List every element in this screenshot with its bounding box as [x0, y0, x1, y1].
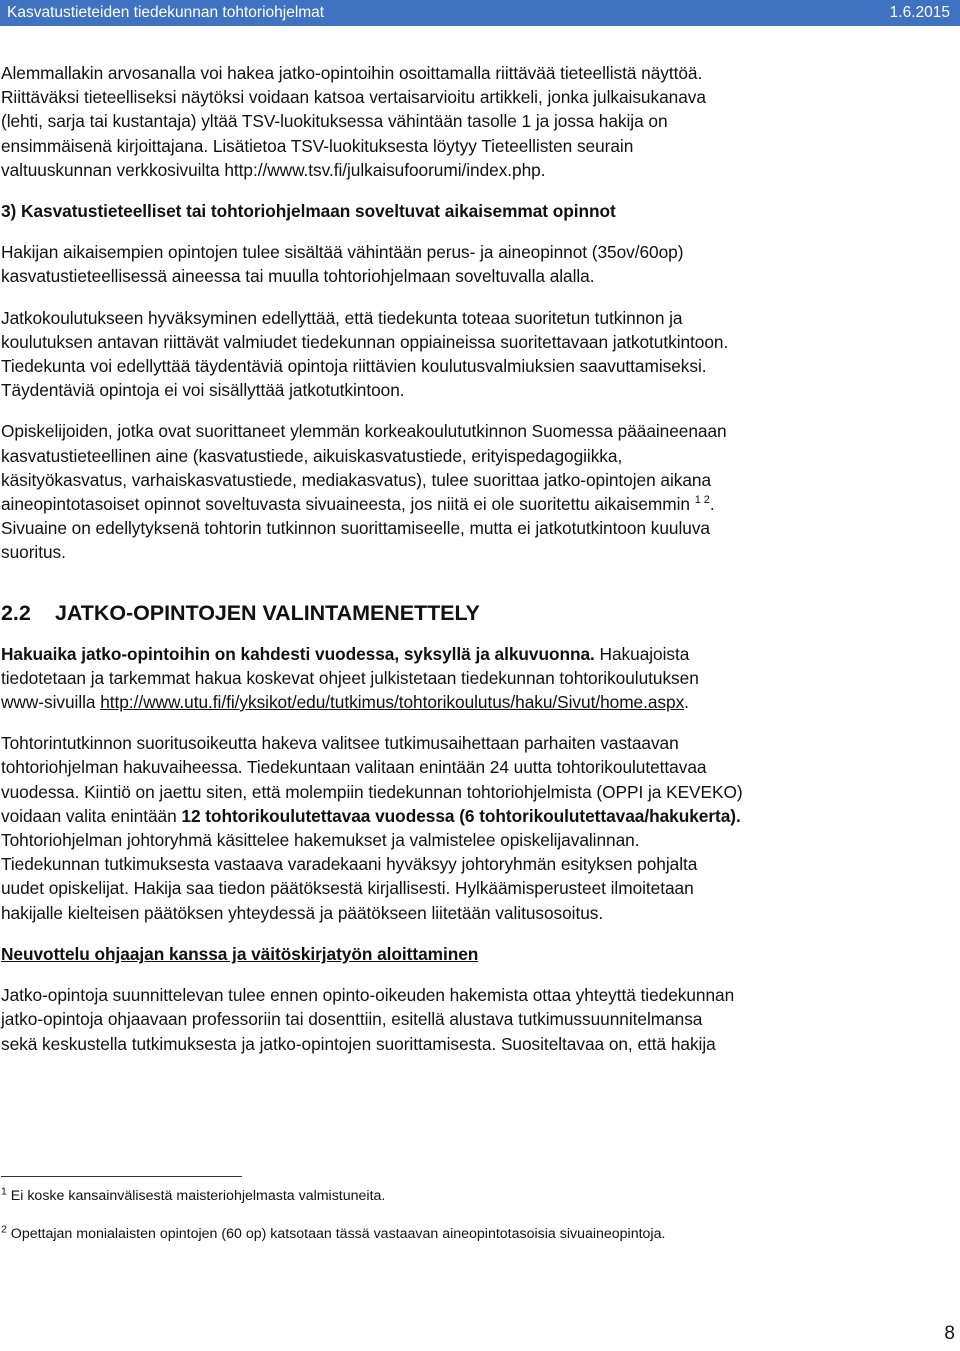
header-date: 1.6.2015	[889, 4, 950, 21]
text-line: jatko-opintoja ohjaavaan professoriin tai dosenttiin, esitellä alustava tutkimussuunnitelmansa	[1, 1009, 703, 1030]
text-line: uudet opiskelijat. Hakija saa tiedon päätöksestä kirjallisesti. Hylkäämisperusteet ilmoitetaan	[1, 878, 694, 899]
text-line: voidaan valita enintään	[1, 805, 182, 826]
text-line: kasvatustieteellinen aine (kasvatustiede, aikuiskasvatustiede, erityispedagogiikka,	[1, 445, 623, 466]
text-line: Hakijan aikaisempien opintojen tulee sisältää vähintään perus- ja aineopinnot (35ov/60op)	[1, 242, 684, 263]
text-line: kasvatustieteellisessä aineessa tai muulla tohtoriohjelmaan soveltuvalla alalla.	[1, 266, 595, 287]
text-line: Tohtoriohjelman johtoryhmä käsittelee hakemukset ja valmistelee opiskelijavalinnan.	[1, 830, 640, 851]
application-period-bold: Hakuaika jatko-opintoihin on kahdesti vuodessa, syksyllä ja alkuvuonna.	[1, 643, 595, 664]
text-line: käsityökasvatus, varhaiskasvatustiede, mediakasvatus), tulee suorittaa jatko-opintojen aikana	[1, 469, 712, 490]
footnote-reference: 1 2	[694, 494, 710, 507]
document-body	[1, 61, 959, 1056]
text-line: Hakuajoista	[594, 643, 690, 664]
text-line: Jatkokoulutukseen hyväksyminen edellyttää, että tiedekunta toteaa suoritetun tutkinnon ja	[1, 307, 683, 328]
subheading-supervisor: Neuvottelu ohjaajan kanssa ja väitöskirjatyön aloittaminen	[1, 943, 479, 964]
footnotes	[1, 1186, 959, 1244]
footnote-text: Opettajan monialaisten opintojen (60 op) katsotaan tässä vastaavan aineopintotasoisia sivuaineopintoja.	[6, 1226, 666, 1242]
text-line: .	[709, 494, 715, 515]
text-line: ensimmäisenä kirjoittajana. Lisätietoa TSV-luokituksesta löytyy Tieteellisten seurain	[1, 135, 634, 156]
paragraph-selection-process	[1, 731, 959, 925]
text-line: suoritus.	[1, 542, 66, 563]
section-title: JATKO-OPINTOJEN VALINTAMENETTELY	[55, 600, 480, 625]
paragraph-application-period	[1, 642, 959, 715]
paragraph-admission-requirements	[1, 306, 959, 403]
text-line: Täydentäviä opintoja ei voi sisällyttää jatkotutkintoon.	[1, 380, 405, 401]
text-line: Opiskelijoiden, jotka ovat suorittaneet ylemmän korkeakoulututkinnon Suomessa pääaineenaan	[1, 421, 727, 442]
text-line: hakijalle kielteisen päätöksen yhteydessä ja päätökseen liitetään valitusosoitus.	[1, 902, 604, 923]
text-line: vuodessa. Kiintiö on jaettu siten, että molempiin tiedekunnan tohtoriohjelmista (OPPI ja KEVEKO)	[1, 781, 743, 802]
footnote-2	[1, 1224, 959, 1244]
paragraph-research-evidence	[1, 61, 959, 182]
footnote-divider	[1, 1176, 242, 1177]
text-line: .	[684, 692, 689, 713]
text-line: aineopintotasoiset opinnot soveltuvasta sivuaineesta, jos niitä ei ole suoritettu aikaisemmin	[1, 494, 690, 515]
text-line: tiedotetaan ja tarkemmat hakua koskevat ohjeet julkistetaan tiedekunnan tohtorikoulutuksen	[1, 667, 699, 688]
footnote-mark: 1	[1, 1185, 7, 1198]
paragraph-minor-subject	[1, 419, 959, 564]
header-title: Kasvatustieteiden tiedekunnan tohtoriohjelmat	[7, 4, 325, 21]
text-line: Tiedekunnan tutkimuksesta vastaava varadekaani hyväksyy johtoryhmän esityksen pohjalta	[1, 854, 698, 875]
section-heading	[1, 599, 959, 627]
paragraph-prior-studies	[1, 240, 959, 288]
text-line: www-sivuilla	[1, 692, 101, 713]
footnote-text: Ei koske kansainvälisestä maisteriohjelmasta valmistuneita.	[6, 1188, 386, 1204]
text-line: tohtoriohjelman hakuvaiheessa. Tiedekuntaan valitaan enintään 24 uutta tohtorikoulutettavaa	[1, 757, 707, 778]
quota-bold: 12 tohtorikoulutettavaa vuodessa (6 tohtorikoulutettavaa/hakukerta).	[181, 805, 741, 826]
page-header	[0, 0, 960, 26]
text-line: (lehti, sarja tai kustantaja) yltää TSV-luokituksessa vähintään tasolle 1 ja jossa hakija on	[1, 111, 668, 132]
text-line: Riittäväksi tieteelliseksi näytöksi voidaan katsoa vertaisarvioitu artikkeli, jonka julkaisukanava	[1, 87, 706, 108]
text-line: Tiedekunta voi edellyttää täydentäviä opintoja riittävien koulutusvalmiuksien saavuttamiseksi.	[1, 356, 707, 377]
page-number: 8	[944, 1323, 955, 1344]
application-link[interactable]: http://www.utu.fi/fi/yksikot/edu/tutkimus/tohtorikoulutus/haku/Sivut/home.aspx	[100, 692, 685, 713]
text-line: Jatko-opintoja suunnittelevan tulee ennen opinto-oikeuden hakemista ottaa yhteyttä tiedekunnan	[1, 985, 735, 1006]
heading-prior-studies: 3) Kasvatustieteelliset tai tohtoriohjelmaan soveltuvat aikaisemmat opinnot	[1, 201, 616, 222]
section-number: 2.2	[1, 600, 31, 625]
paragraph-supervisor-contact	[1, 983, 959, 1056]
footnote-1	[1, 1186, 959, 1206]
text-line: Tohtorintutkinnon suoritusoikeutta hakeva valitsee tutkimusaihettaan parhaiten vastaavan	[1, 733, 679, 754]
text-line: Alemmallakin arvosanalla voi hakea jatko-opintoihin osoittamalla riittävää tieteellistä näyttöä.	[1, 63, 703, 83]
text-line: Sivuaine on edellytyksenä tohtorin tutkinnon suorittamiseelle, mutta ei jatkotutkintoon kuuluva	[1, 518, 710, 539]
text-line: sekä keskustella tutkimuksesta ja jatko-opintojen suorittamisesta. Suositeltavaa on, että hakija	[1, 1033, 716, 1054]
footnote-mark: 2	[1, 1223, 7, 1236]
text-line: valtuuskunnan verkkosivuilta http://www.tsv.fi/julkaisufoorumi/index.php.	[1, 159, 546, 180]
text-line: koulutuksen antavan riittävät valmiudet tiedekunnan oppiaineissa suoritettavaan jatkotutkintoon.	[1, 331, 729, 352]
